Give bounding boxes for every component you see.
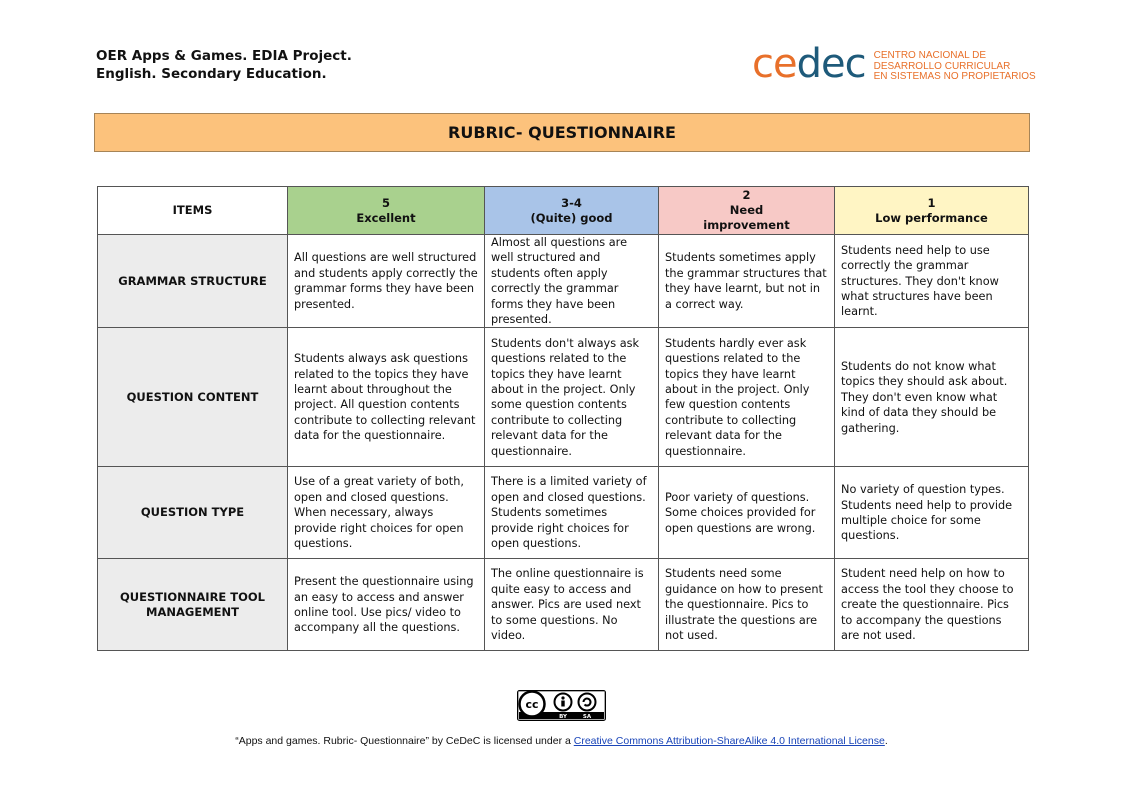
header-quite-good: [485, 187, 659, 235]
table-row: [98, 559, 1029, 651]
header-quite-good-label: (Quite) good: [530, 210, 613, 225]
row-label: QUESTION CONTENT: [98, 328, 288, 467]
table-cell: Present the questionnaire using an easy to access and answer online tool. Use pics/ video to accompany all the questions.: [288, 559, 485, 651]
document-header: [96, 47, 352, 83]
header-low-performance: [835, 187, 1029, 235]
page-title: [94, 113, 1030, 152]
table-cell: Students do not know what topics they should ask about. They don't even know what kind of data they should be gathering.: [835, 328, 1029, 467]
table-cell: The online questionnaire is quite easy to access and answer. Pics are used next to some questions. No video.: [485, 559, 659, 651]
rubric-table: [97, 186, 1029, 651]
header-excellent-label: Excellent: [356, 210, 416, 225]
header-line-subject: English. Secondary Education.: [96, 66, 327, 82]
table-cell: Almost all questions are well structured and students often apply correctly the grammar forms they have been presented.: [485, 235, 659, 328]
table-cell: Students hardly ever ask questions related to the topics they have learnt about in the project. Only few question contents contribute to collecting relevant data for the questionnaire.: [659, 328, 835, 467]
table-cell: There is a limited variety of open and closed questions. Students sometimes provide right choices for open questions.: [485, 467, 659, 559]
table-cell: All questions are well structured and students apply correctly the grammar forms they have been presented.: [288, 235, 485, 328]
row-label: QUESTION TYPE: [98, 467, 288, 559]
logo-sub-line2: DESARROLLO CURRICULAR: [873, 60, 1011, 72]
license-text: “Apps and games. Rubric- Questionnaire” by CeDeC is licensed under a: [235, 735, 574, 747]
logo-sub-line1: CENTRO NACIONAL DE: [873, 50, 987, 61]
row-label: QUESTIONNAIRE TOOL MANAGEMENT: [98, 559, 288, 651]
header-need-improvement-score: 2: [742, 188, 751, 202]
header-need-improvement: [659, 187, 835, 235]
header-quite-good-score: 3-4: [561, 195, 582, 210]
license-end: .: [884, 735, 888, 747]
table-row: [98, 467, 1029, 559]
header-need-improvement-label: Need improvement: [703, 203, 790, 232]
table-cell: Student need help on how to access the tool they choose to create the questionnaire. Pics to accompany the questions are not used.: [835, 559, 1029, 651]
table-cell: No variety of question types. Students need help to provide multiple choice for some questions.: [835, 467, 1029, 559]
header-line-project: OER Apps & Games. EDIA Project.: [96, 48, 352, 64]
cc-by-sa-badge-icon: [517, 690, 606, 721]
row-label: GRAMMAR STRUCTURE: [98, 235, 288, 328]
cedec-logo-wordmark: [752, 41, 866, 87]
table-row: [98, 235, 1029, 328]
license-footer: [0, 735, 1123, 747]
table-cell: Use of a great variety of both, open and closed questions. When necessary, always provide right choices for open questions.: [288, 467, 485, 559]
logo-sub-line3: EN SISTEMAS NO PROPIETARIOS: [873, 71, 1036, 82]
table-cell: Students don't always ask questions related to the topics they have learnt about in the project. Only some question contents contribute to collecting relevant data for the questionnaire.: [485, 328, 659, 467]
table-cell: Students need help to use correctly the grammar structures. They don't know what structures have been learnt.: [835, 235, 1029, 328]
table-cell: Students need some guidance on how to present the questionnaire. Pics to illustrate the questions are not used.: [659, 559, 835, 651]
header-excellent: [288, 187, 485, 235]
table-cell: Poor variety of questions. Some choices provided for open questions are wrong.: [659, 467, 835, 559]
table-cell: Students sometimes apply the grammar structures that they have learnt, but not in a correct way.: [659, 235, 835, 328]
header-items: ITEMS: [98, 187, 288, 235]
table-row: [98, 328, 1029, 467]
logo-part-dec: dec: [796, 41, 866, 87]
header-row: [98, 187, 1029, 235]
cedec-logo: [752, 41, 1036, 87]
svg-text:cc: cc: [525, 698, 539, 711]
header-excellent-score: 5: [381, 195, 390, 210]
table-cell: Students always ask questions related to the topics they have learnt about throughout the project. All question contents contribute to collecting relevant data for the questionnaire.: [288, 328, 485, 467]
license-link[interactable]: Creative Commons Attribution-ShareAlike 4.0 International License: [573, 735, 885, 747]
header-low-performance-label: Low performance: [875, 210, 988, 225]
cc-by-sa-license-icon[interactable]: [517, 690, 606, 725]
page-title-text: RUBRIC- QUESTIONNAIRE: [448, 123, 676, 142]
cedec-logo-subtitle: [874, 51, 1036, 83]
cc-by-label: BY: [559, 714, 567, 720]
cc-sa-label: SA: [582, 714, 592, 720]
logo-part-ce: ce: [752, 41, 797, 87]
header-low-performance-score: 1: [927, 195, 936, 210]
